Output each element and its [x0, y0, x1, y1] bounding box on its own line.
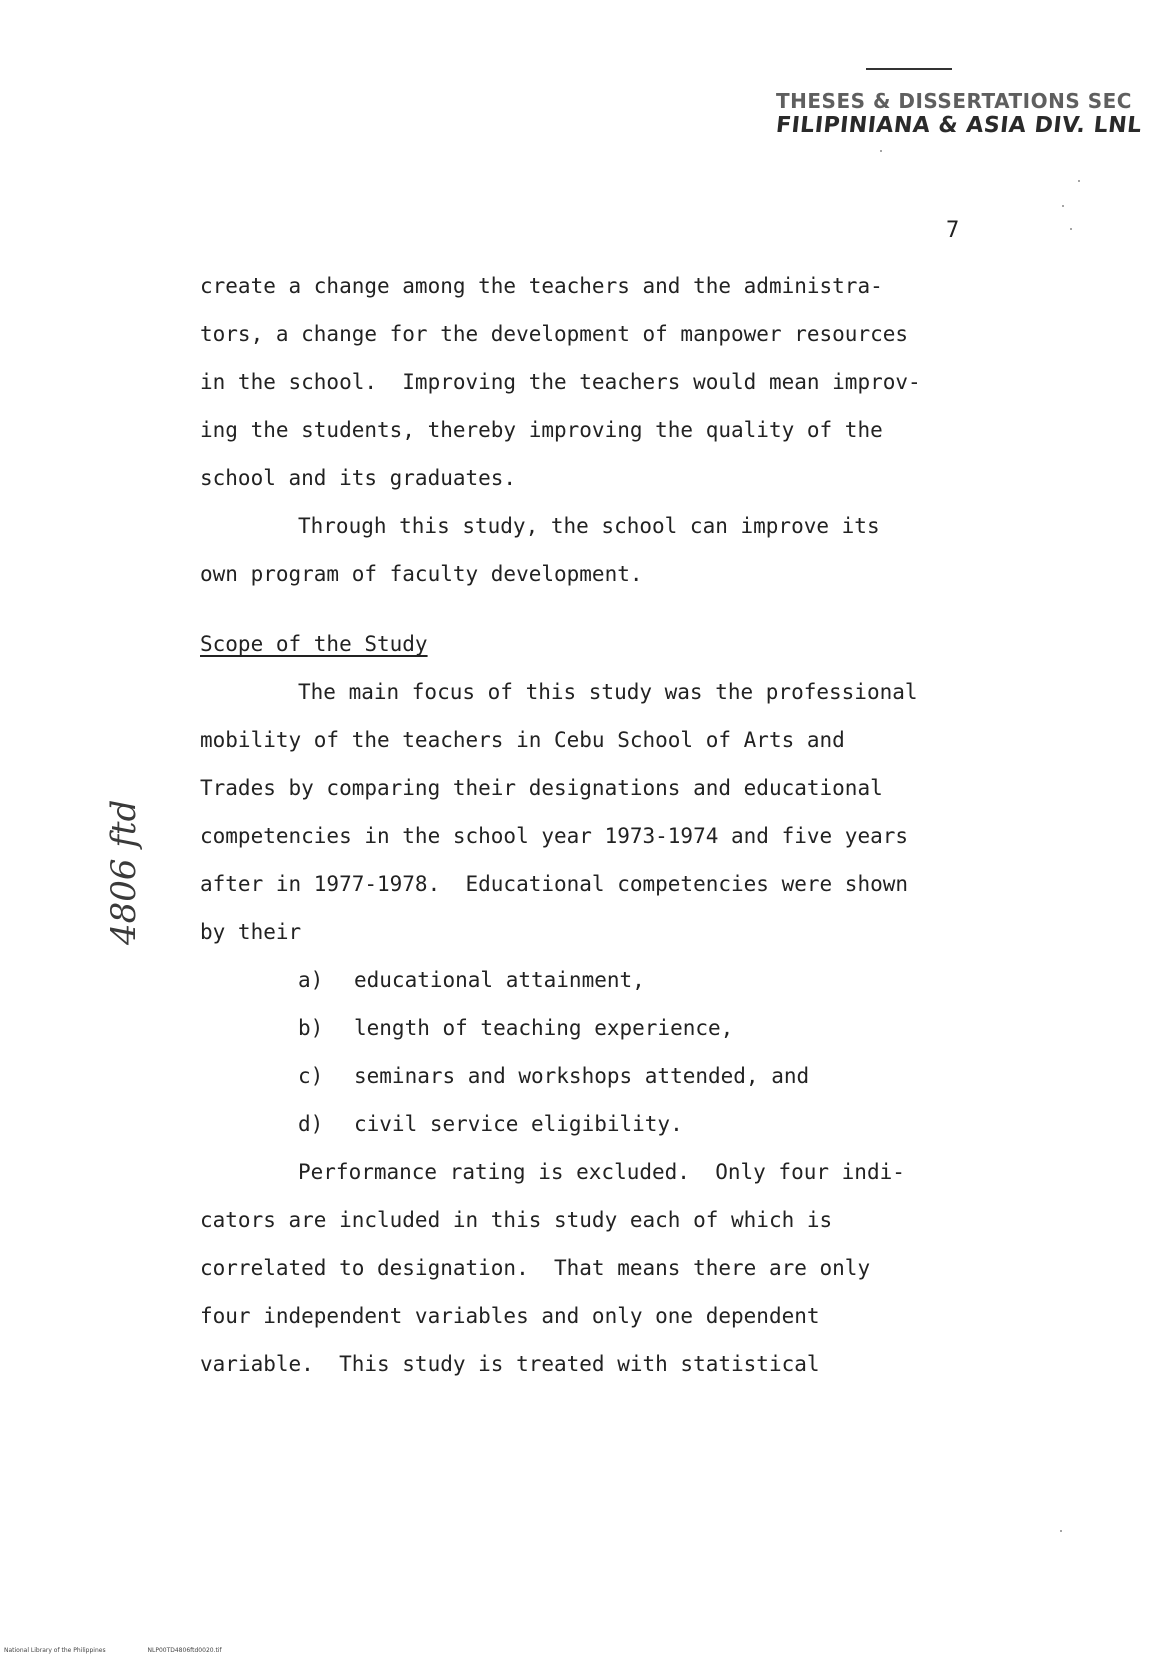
- stamp-line-1: THESES & DISSERTATIONS SEC: [776, 89, 1132, 113]
- paragraph-1-line-1: create a change among the teachers and the administra-: [200, 274, 883, 298]
- list-item-text: seminars and workshops attended, and: [354, 1064, 810, 1088]
- paragraph-3-line-3: Trades by comparing their designations and educational: [200, 776, 883, 800]
- list-item: [200, 1004, 1000, 1052]
- scan-speck: [1078, 180, 1080, 182]
- list-item-text: educational attainment,: [354, 968, 645, 992]
- footer: [4, 1647, 262, 1654]
- footer-filename: NLP00TD4806ftd0020.tif: [147, 1647, 222, 1654]
- scan-speck: [1070, 228, 1072, 230]
- library-stamp: [774, 89, 1143, 138]
- paragraph-3-line-4: competencies in the school year 1973-1974 and five years: [200, 824, 909, 848]
- section-heading: Scope of the Study: [200, 632, 428, 656]
- list-item-text: length of teaching experience,: [354, 1016, 734, 1040]
- paragraph-1-line-5: school and its graduates.: [200, 466, 517, 490]
- list-marker: c): [298, 1064, 324, 1088]
- paragraph-2-line-2: own program of faculty development.: [200, 562, 643, 586]
- page-number: 7: [946, 218, 960, 243]
- list-marker: a): [298, 968, 324, 992]
- document-body: [200, 262, 1000, 1388]
- list-item-text: civil service eligibility.: [354, 1112, 683, 1136]
- list-item: [200, 1052, 1000, 1100]
- list-item: [200, 1100, 1000, 1148]
- paragraph-4-line-4: four independent variables and only one dependent: [200, 1304, 820, 1328]
- scan-speck: [880, 150, 882, 152]
- paragraph-4-line-5: variable. This study is treated with statistical: [200, 1352, 820, 1376]
- paragraph-4-line-2: cators are included in this study each of which is: [200, 1208, 833, 1232]
- paragraph-1-line-2: tors, a change for the development of manpower resources: [200, 322, 909, 346]
- handwritten-margin-note: 4806 ftd: [104, 799, 144, 945]
- paragraph-2-line-1: Through this study, the school can improve its: [298, 514, 880, 538]
- paragraph-1-line-3: in the school. Improving the teachers would mean improv-: [200, 370, 921, 394]
- footer-source: National Library of the Philippines: [4, 1647, 106, 1654]
- stamp-line-2: FILIPINIANA & ASIA DIV. LNL: [774, 113, 1143, 138]
- paragraph-4-line-1: Performance rating is excluded. Only four indi-: [298, 1160, 905, 1184]
- list-marker: d): [298, 1112, 324, 1136]
- stamp-rule: [866, 68, 952, 70]
- list-item: [200, 956, 1000, 1004]
- list-marker: b): [298, 1016, 324, 1040]
- scan-speck: [1060, 1530, 1062, 1532]
- paragraph-1-line-4: ing the students, thereby improving the quality of the: [200, 418, 883, 442]
- paragraph-3-line-5: after in 1977-1978. Educational competencies were shown: [200, 872, 909, 896]
- paragraph-4-line-3: correlated to designation. That means there are only: [200, 1256, 871, 1280]
- paragraph-3-line-2: mobility of the teachers in Cebu School of Arts and: [200, 728, 845, 752]
- paragraph-3-line-6: by their: [200, 920, 302, 944]
- paragraph-3-line-1: The main focus of this study was the professional: [298, 680, 918, 704]
- scan-speck: [1062, 205, 1064, 207]
